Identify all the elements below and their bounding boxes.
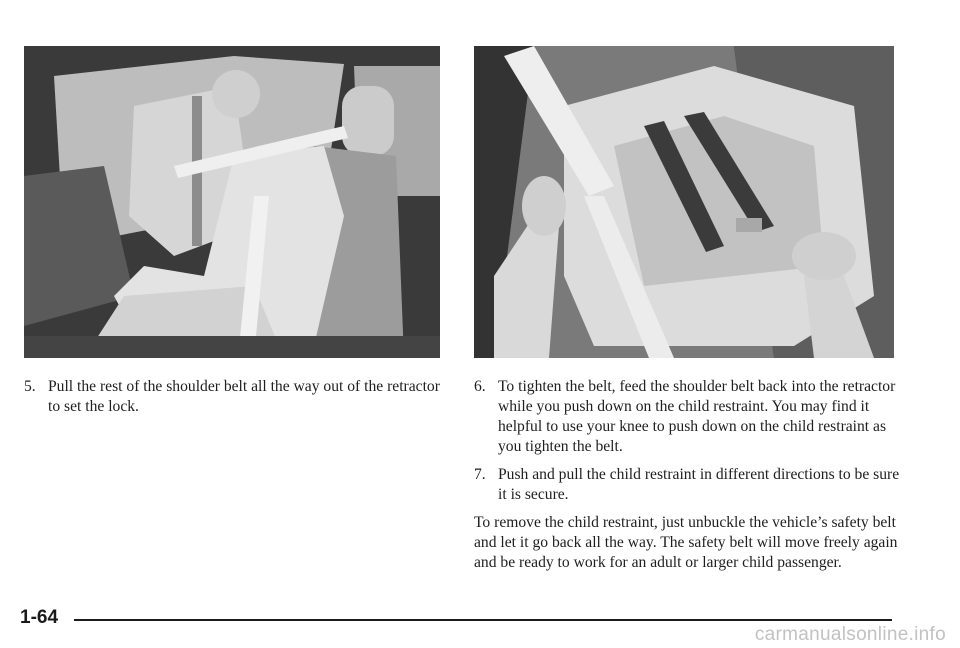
step-5-number: 5. — [24, 378, 36, 395]
illustration-pull-shoulder-belt — [24, 46, 440, 358]
footer-rule — [74, 619, 892, 621]
illustration-tighten-belt — [474, 46, 894, 358]
right-column — [474, 377, 904, 573]
step-5-text: Pull the rest of the shoulder belt all the way out of the retractor to set the lock. — [48, 378, 440, 415]
page-number: 1-64 — [20, 607, 59, 628]
step-7-text: Push and pull the child restraint in different directions to be sure it is secure. — [498, 466, 900, 503]
step-6-number: 6. — [474, 378, 486, 395]
illustration-pull-shoulder-belt-drawing — [24, 46, 440, 358]
step-5 — [24, 377, 444, 417]
step-7 — [474, 465, 904, 505]
left-column — [24, 377, 444, 425]
step-6 — [474, 377, 904, 457]
illustration-tighten-belt-drawing — [474, 46, 894, 358]
removal-paragraph: To remove the child restraint, just unbuckle the vehicle’s safety belt and let it go back all the way. The safety belt will move freely again and be ready to work for an adult or larger child passenger. — [474, 514, 898, 571]
step-6-text: To tighten the belt, feed the shoulder belt back into the retractor while you push down on the child restraint. You may find it helpful to use your knee to push down on the child restraint as you tighten the belt. — [498, 378, 896, 455]
watermark: carmanualsonline.info — [754, 624, 946, 645]
step-7-number: 7. — [474, 466, 486, 483]
